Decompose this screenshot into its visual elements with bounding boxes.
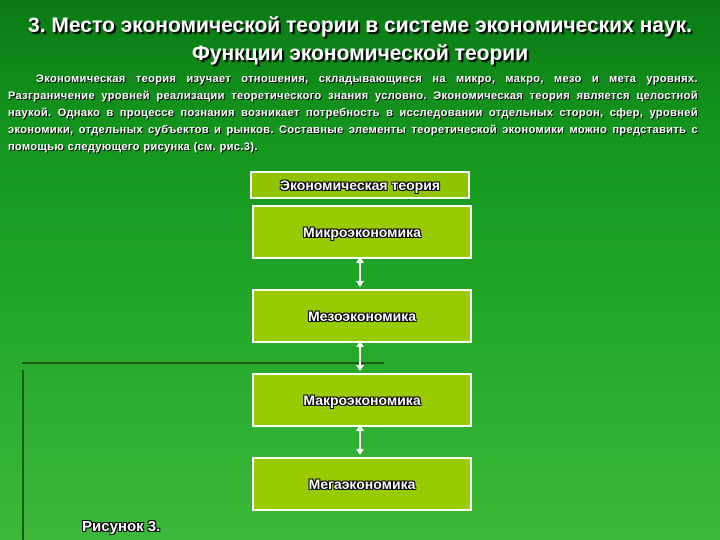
level-box-micro: Микроэкономика [252,205,472,259]
level-box-meso: Мезоэкономика [252,289,472,343]
description-paragraph: Экономическая теория изучает отношения, складывающиеся на микро, макро, мезо и мета уровнях. Разграничение уровней реализации теоретического знания условно. Экономическая теория является целостной наукой. Однако в процессе познания возникает потребность в исследовании отдельных сторон, сфер, уровней экономики, отдельных субъектов и рынков. Составные элементы теоретической экономики можно представить с помощью следующего рисунка (см. рис.3). [8,73,698,153]
double-arrow-icon [350,257,370,287]
slide-title: 3. Место экономической теории в системе экономических наук. Функции экономической теории [28,14,692,65]
double-arrow-icon [350,425,370,455]
decorative-horizontal-line [22,362,384,364]
level-box-macro: Макроэкономика [252,373,472,427]
decorative-vertical-line [22,370,24,540]
diagram-header: Экономическая теория [250,171,470,199]
figure-caption: Рисунок 3. [82,518,161,535]
double-arrow-icon [350,341,370,371]
level-box-mega: Мегаэкономика [252,457,472,511]
